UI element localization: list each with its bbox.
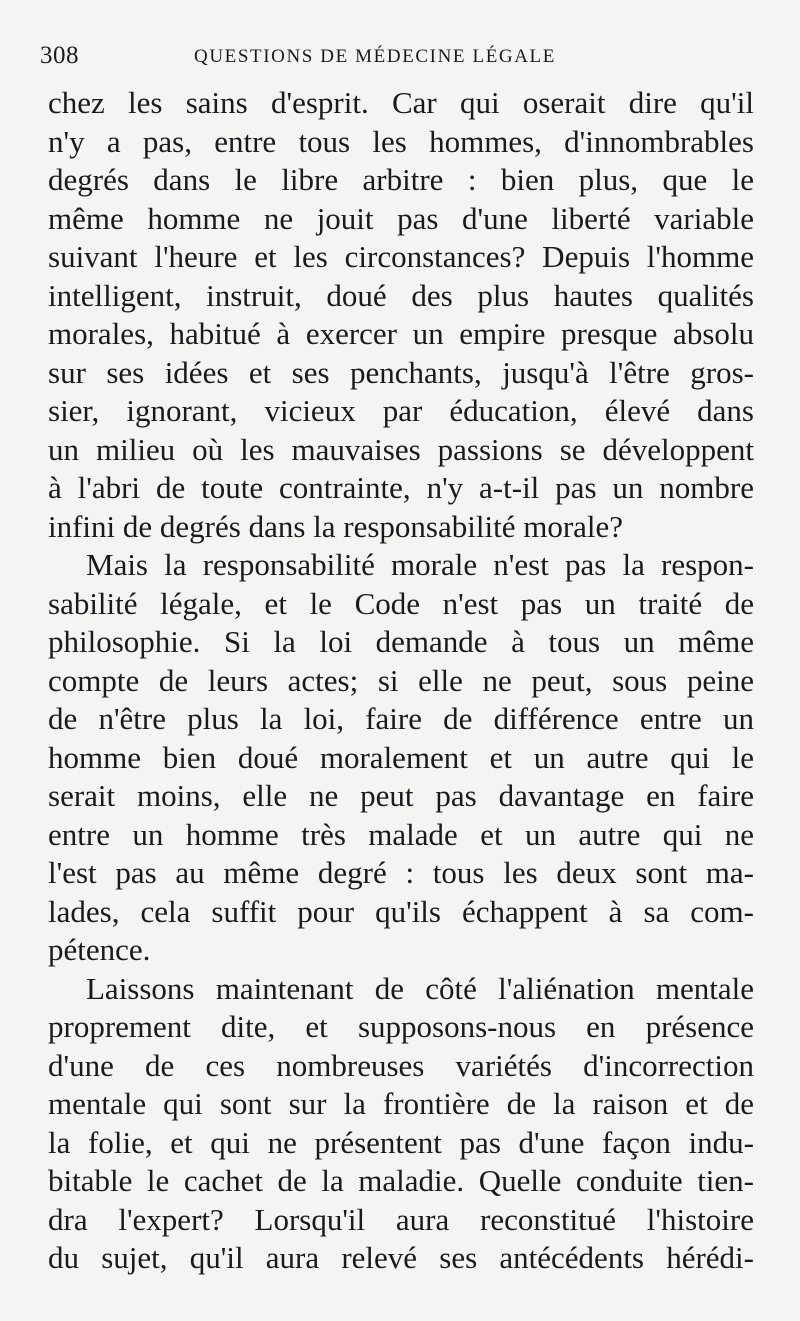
page-number: 308	[40, 42, 79, 69]
text-line: entre un homme très malade et un autre qui ne	[48, 816, 754, 852]
text-line: d'une de ces nombreuses variétés d'incorrection	[48, 1047, 754, 1083]
text-line: morales, habitué à exercer un empire presque absolu	[48, 316, 754, 351]
text-line: à l'abri de toute contrainte, n'y a-t-il pas un nombre	[48, 470, 754, 505]
text-line: mentale qui sont sur la frontière de la raison et de	[48, 1086, 754, 1121]
text-line: intelligent, instruit, doué des plus hautes qualités	[48, 277, 754, 313]
text-line: de n'être plus la loi, faire de différence entre un	[48, 701, 754, 736]
text-line: pétence.	[48, 932, 151, 967]
body-text	[48, 84, 754, 1278]
text-line: suivant l'heure et les circonstances? Depuis l'homme	[48, 239, 754, 274]
text-line: n'y a pas, entre tous les hommes, d'innombrables	[48, 123, 754, 159]
text-line: l'est pas au même degré : tous les deux sont ma-	[48, 855, 754, 890]
text-line: du sujet, qu'il aura relevé ses antécédents hérédi-	[48, 1240, 754, 1275]
text-line: même homme ne jouit pas d'une liberté variable	[48, 200, 754, 236]
text-line: un milieu où les mauvaises passions se développent	[48, 431, 754, 467]
text-line: infini de degrés dans la responsabilité morale?	[48, 508, 624, 544]
running-head: QUESTIONS DE MÉDECINE LÉGALE	[194, 46, 556, 67]
text-line: sabilité légale, et le Code n'est pas un traité de	[48, 585, 754, 621]
text-line: philosophie. Si la loi demande à tous un même	[48, 624, 754, 659]
text-line: bitable le cachet de la maladie. Quelle conduite tien-	[48, 1163, 754, 1198]
text-line: sier, ignorant, vicieux par éducation, élevé dans	[48, 393, 754, 428]
text-line: sur ses idées et ses penchants, jusqu'à l'être gros-	[48, 354, 754, 390]
text-line: la folie, et qui ne présentent pas d'une façon indu-	[48, 1124, 754, 1160]
text-line: chez les sains d'esprit. Car qui oserait dire qu'il	[48, 85, 754, 120]
text-line: lades, cela suffit pour qu'ils échappent à sa com-	[48, 893, 754, 929]
text-line: homme bien doué moralement et un autre qui le	[48, 739, 754, 775]
text-line: serait moins, elle ne peut pas davantage en faire	[48, 778, 754, 813]
text-line: dra l'expert? Lorsqu'il aura reconstitué l'histoire	[48, 1201, 754, 1237]
text-line: Mais la responsabilité morale n'est pas la respon-	[86, 547, 754, 582]
page-header	[40, 42, 780, 78]
text-line: Laissons maintenant de côté l'aliénation mentale	[86, 970, 754, 1006]
text-line: compte de leurs actes; si elle ne peut, sous peine	[48, 662, 754, 698]
text-line: proprement dite, et supposons-nous en présence	[48, 1009, 754, 1044]
text-line: degrés dans le libre arbitre : bien plus, que le	[48, 162, 754, 197]
